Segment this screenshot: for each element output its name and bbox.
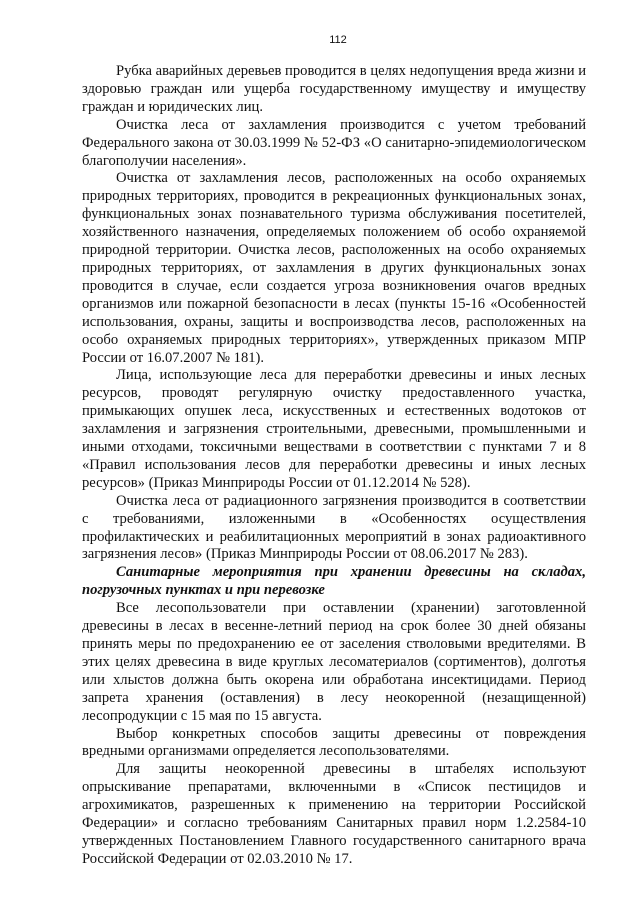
paragraph-wood-processing: Лица, использующие леса для переработки древесины и иных лесных ресурсов, проводят регулярную очистку предоставленного участка, примыкающих опушек леса, искусственных и естественных водотоков от захламления и загрязнения строительными, древесными, промышленными и иными отходами, токсичными веществами в соответствии с пунктами 7 и 8 «Правил использования лесов для переработки древесины и иных лесных ресурсов» (Приказ Минприроды России от 01.12.2014 № 528). — [82, 367, 586, 491]
section-heading: Санитарные мероприятия при хранении древесины на складах, погрузочных пунктах и при перевозке — [82, 564, 586, 599]
paragraph-protection-choice: Выбор конкретных способов защиты древесины от повреждения вредными организмами определяется лесопользователями. — [82, 725, 586, 760]
paragraph-emergency-felling: Рубка аварийных деревьев проводится в целях недопущения вреда жизни и здоровью граждан или ущерба государственному имуществу и имуществу граждан и юридических лиц. — [82, 63, 586, 115]
paragraph-clearing-law: Очистка леса от захламления производится с учетом требований Федерального закона от 30.03.1999 № 52-ФЗ «О санитарно-эпидемиологическом благополучии населения». — [82, 116, 586, 169]
paragraph-storage-measures: Все лесопользователи при оставлении (хранении) заготовленной древесины в лесах в весенне-летний период на срок более 30 дней обязаны принять меры по предохранению ее от заселения стволовыми вредителями. В этих целях древесина в виде круглых лесоматериалов (сортиментов), долготья или хлыстов должна быть окорена или обработана инсектицидами. Период запрета хранения (оставления) в лесу неокоренной (незащищенной) лесопродукции с 15 мая по 15 августа. — [82, 600, 586, 724]
paragraph-protected-areas: Очистка от захламления лесов, расположенных на особо охраняемых природных территориях, проводится в рекреационных функциональных зонах, функциональных зонах познавательного туризма обслуживания посетителей, хозяйственного назначения, определяемых положением об особо охраняемой природной территории. Очистка лесов, расположенных на особо охраняемых природных территориях, от захламления в других функциональных зонах проводится в случае, если создается угроза возникновения очагов вредных организмов или пожарной безопасности в лесах (пункты 15-16 «Особенностей использования, охраны, защиты и воспроизводства лесов, расположенных на особо охраняемых природных территориях», утвержденных приказом МПР России от 16.07.2007 № 181). — [82, 170, 586, 366]
paragraph-radiation: Очистка леса от радиационного загрязнения производится в соответствии с требованиями, изложенными в «Особенностях осуществления профилактических и реабилитационных мероприятий в зонах радиоактивного загрязнения лесов» (Приказ Минприроды России от 08.06.2017 № 283). — [82, 492, 586, 563]
page-number: 112 — [329, 34, 347, 46]
paragraph-spraying: Для защиты неокоренной древесины в штабелях используют опрыскивание препаратами, включенными в «Список пестицидов и агрохимикатов, разрешенных к применению на территории Российской Федерации» и согласно требованиям Санитарных правил норм 1.2.2584-10 утвержденных Постановлением Главного государственного санитарного врача Российской Федерации от 02.03.2010 № 17. — [82, 761, 586, 867]
